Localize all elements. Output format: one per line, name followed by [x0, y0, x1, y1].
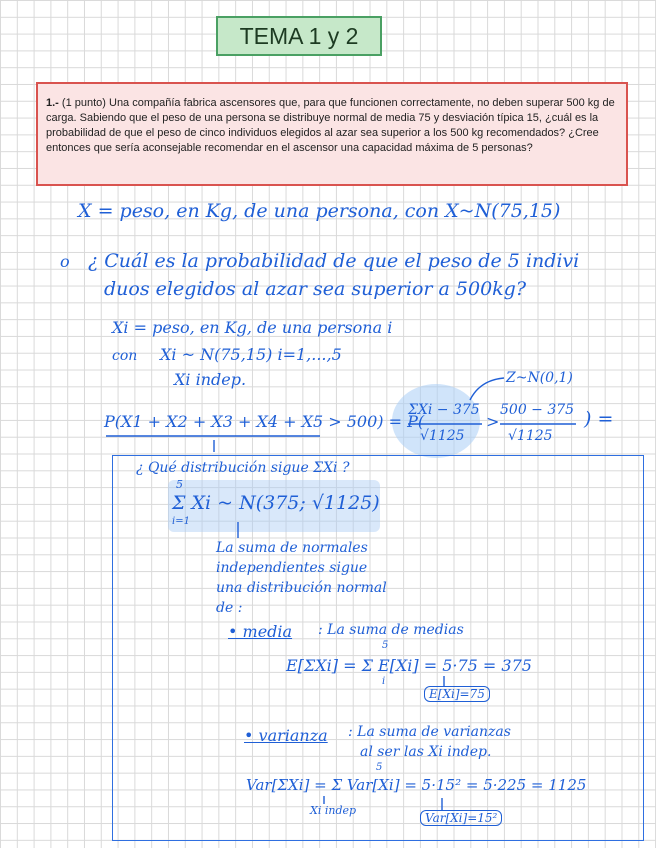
variance-explanation-2: al ser las Xi indep.	[360, 744, 492, 760]
sum-explanation-2: independientes sigue	[216, 560, 368, 576]
xi-independent: Xi indep.	[174, 370, 247, 389]
xi-distribution: Xi ~ N(75,15) i=1,...,5	[160, 345, 342, 364]
greater-than: >	[486, 412, 500, 431]
problem-points: (1 punto)	[61, 97, 106, 109]
probability-end: ) =	[584, 408, 614, 430]
question-line-2: duos elegidos al azar sea superior a 500kg?	[104, 278, 527, 300]
mean-equation: E[ΣXi] = Σ E[Xi] = 5·75 = 375	[286, 656, 532, 675]
bullet: o	[60, 252, 70, 271]
sum-explanation-3: una distribución normal	[216, 580, 387, 596]
sum-upper-limit: 5	[176, 478, 183, 491]
definition-xi: Xi = peso, en Kg, de una persona i	[112, 318, 393, 337]
fraction2-denominator: √1125	[508, 428, 553, 444]
probability-lhs: P(X1 + X2 + X3 + X4 + X5 > 500) = P(	[104, 412, 425, 431]
sum-distribution: Σ Xi ~ N(375; √1125)	[172, 492, 380, 514]
definition-x: X = peso, en Kg, de una persona, con X~N(75,15)	[78, 200, 561, 222]
variance-sum-upper: 5	[376, 762, 383, 773]
distribution-question: ¿ Qué distribución sigue ΣXi ?	[136, 460, 350, 476]
arrow-to-z-note	[470, 378, 504, 400]
mean-sum-lower: i	[382, 676, 386, 687]
mean-label: • media	[228, 622, 293, 641]
problem-text: Una compañía fabrica ascensores que, para que funcionen correctamente, no deben superar 500 kg de carga. Sabiendo que el peso de una persona se distribuye normal de media 75 y desviación típica 15, ¿cuál es la probabilidad de que el peso de cinco individuos elegidos al azar sea superior a los 500 kg recomendados? ¿Cree entonces que sería aconsejable recomendar en el ascensor una capacidad máxima de 5 personas?	[46, 97, 615, 154]
variance-box: Var[Xi]=15²	[420, 810, 502, 826]
problem-number: 1.-	[46, 97, 59, 109]
fraction1-denominator: √1125	[420, 428, 465, 444]
mean-sum-upper: 5	[382, 640, 389, 651]
con-label: con	[112, 348, 138, 364]
mean-box: E[Xi]=75	[424, 686, 490, 702]
variance-label: • varianza	[244, 726, 328, 745]
sum-explanation-4: de :	[216, 600, 243, 616]
variance-explanation-1: : La suma de varianzas	[348, 724, 511, 740]
variance-equation: Var[ΣXi] = Σ Var[Xi] = 5·15² = 5·225 = 1125	[246, 776, 587, 794]
mean-explanation: : La suma de medias	[318, 622, 464, 638]
sum-explanation-1: La suma de normales	[216, 540, 368, 556]
variance-indep-note: Xi indep	[310, 804, 357, 817]
sum-lower-limit: i=1	[172, 516, 190, 527]
topic-title: TEMA 1 y 2	[216, 16, 382, 56]
z-note: Z~N(0,1)	[506, 370, 573, 386]
fraction2-numerator: 500 − 375	[500, 402, 575, 418]
question-line-1: ¿ Cuál es la probabilidad de que el peso de 5 indivi	[88, 250, 580, 272]
fraction1-numerator: ΣXi − 375	[408, 402, 480, 418]
